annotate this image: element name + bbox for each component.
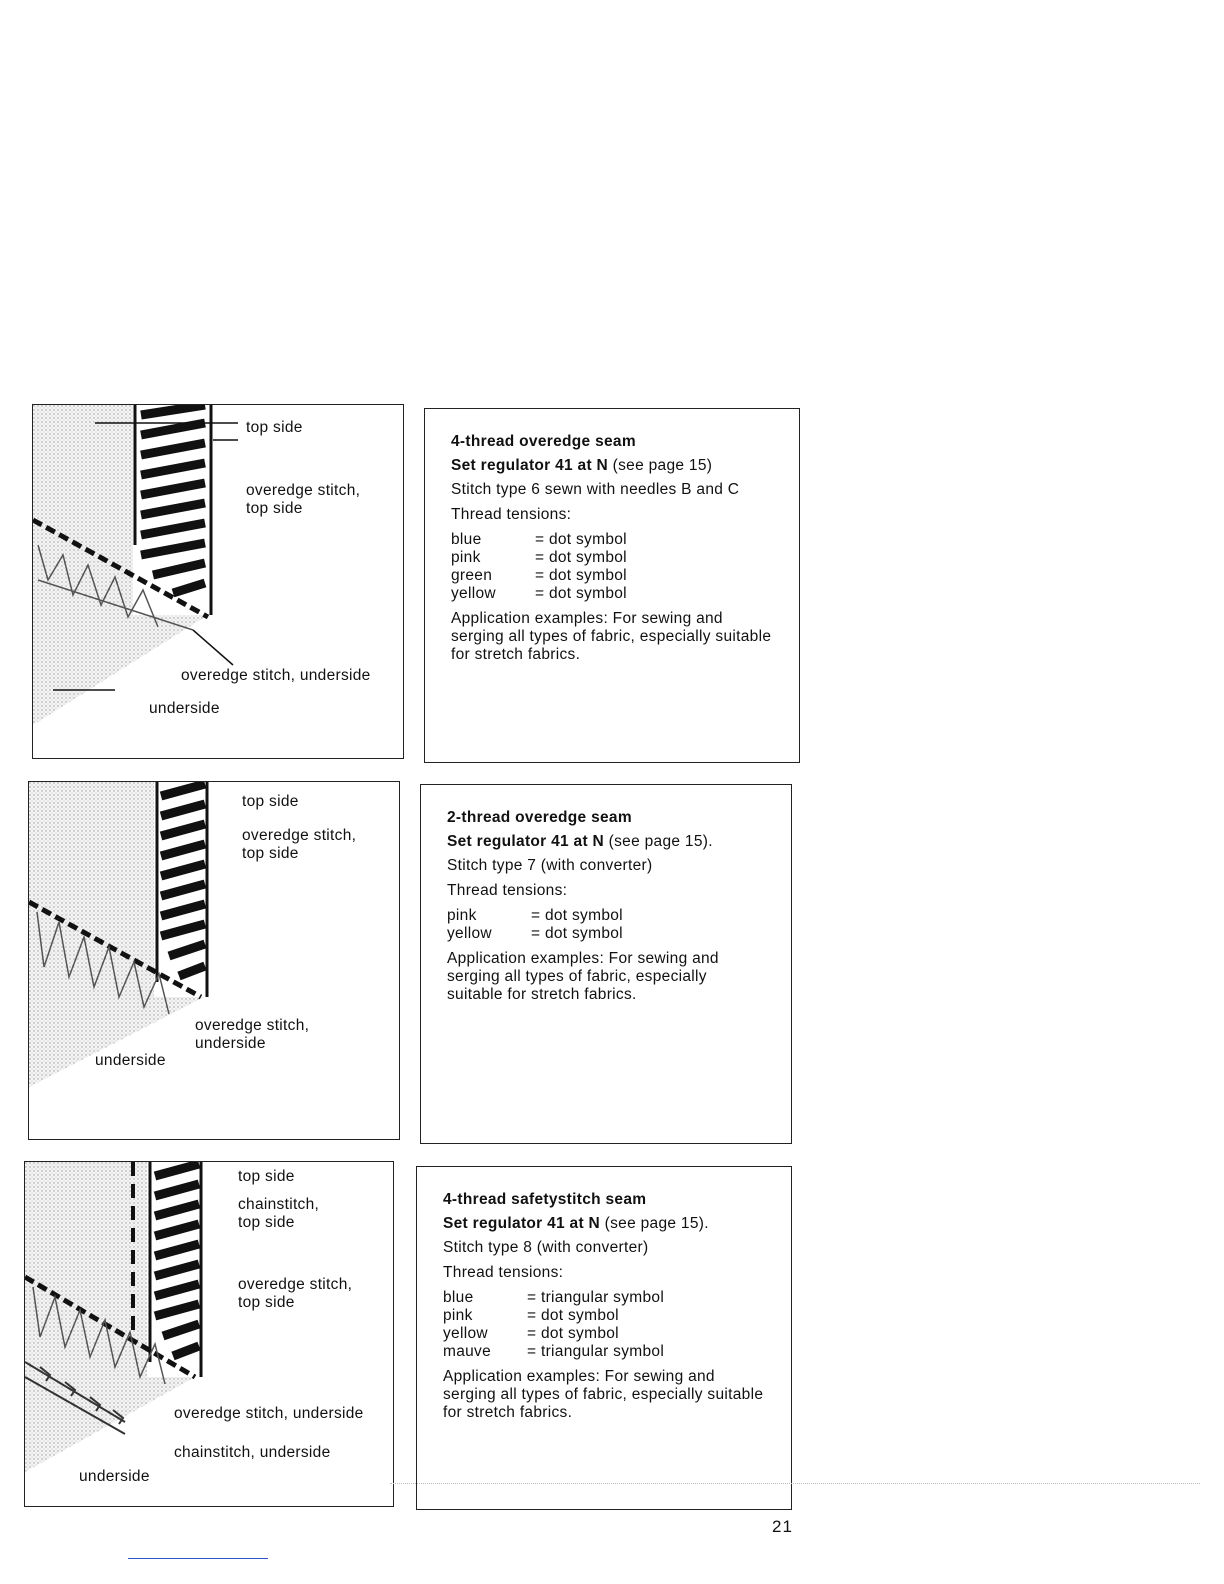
label-underside: underside <box>95 1052 166 1069</box>
label-underside: underside <box>79 1468 150 1485</box>
tension-row: mauve = triangular symbol <box>443 1343 665 1360</box>
label-chainstitch-top: chainstitch, top side <box>238 1196 320 1231</box>
label-overedge-underside: overedge stitch, underside <box>174 1405 364 1422</box>
label-underside: underside <box>149 700 220 717</box>
stitch-type: Stitch type 8 (with converter) <box>443 1239 649 1256</box>
regulator-setting: Set regulator 41 at N (see page 15). <box>443 1215 709 1232</box>
regulator-setting: Set regulator 41 at N (see page 15) <box>451 457 713 474</box>
label-chainstitch-underside: chainstitch, underside <box>174 1444 331 1461</box>
label-overedge-underside: overedge stitch, underside <box>181 667 371 684</box>
tension-list <box>443 1289 765 1361</box>
tension-row: yellow = dot symbol <box>443 1325 619 1342</box>
label-overedge-top: overedge stitch, top side <box>242 827 357 862</box>
divider <box>128 1558 268 1559</box>
tension-row: pink = dot symbol <box>443 1307 619 1324</box>
description-2-thread-overedge <box>420 784 792 1144</box>
tension-row: blue = dot symbol <box>451 531 627 548</box>
label-top-side: top side <box>242 793 299 810</box>
tension-row: green = dot symbol <box>451 567 627 584</box>
stitch-type: Stitch type 7 (with converter) <box>447 857 653 874</box>
page-number: 21 <box>772 1517 793 1536</box>
stitch-type: Stitch type 6 sewn with needles B and C <box>451 481 740 498</box>
application-examples: Application examples: For sewing and serging all types of fabric, especially suitable for stretch fabrics. <box>443 1368 764 1421</box>
section-heading: 4-thread safetystitch seam <box>443 1191 647 1208</box>
label-top-side: top side <box>246 419 303 436</box>
regulator-setting: Set regulator 41 at N (see page 15). <box>447 833 713 850</box>
section-heading: 2-thread overedge seam <box>447 809 632 826</box>
tension-row: pink = dot symbol <box>451 549 627 566</box>
tension-list <box>451 531 773 603</box>
tension-row: yellow = dot symbol <box>451 585 627 602</box>
divider <box>390 1483 1200 1484</box>
tension-row: blue = triangular symbol <box>443 1289 665 1306</box>
description-4-thread-safetystitch <box>416 1166 792 1510</box>
illustration-4-thread-safetystitch <box>24 1161 394 1507</box>
illustration-4-thread-overedge <box>32 404 404 759</box>
description-4-thread-overedge <box>424 408 800 763</box>
label-top-side: top side <box>238 1168 295 1185</box>
section-heading: 4-thread overedge seam <box>451 433 636 450</box>
label-overedge-underside: overedge stitch, underside <box>195 1017 310 1052</box>
tension-row: pink = dot symbol <box>447 907 623 924</box>
illustration-2-thread-overedge <box>28 781 400 1140</box>
tension-list <box>447 907 765 943</box>
label-overedge-top: overedge stitch, top side <box>238 1276 353 1311</box>
tension-row: yellow = dot symbol <box>447 925 623 942</box>
tensions-title: Thread tensions: <box>447 882 568 899</box>
label-overedge-top: overedge stitch, top side <box>246 482 361 517</box>
application-examples: Application examples: For sewing and serging all types of fabric, especially suitable for stretch fabrics. <box>451 610 772 663</box>
tensions-title: Thread tensions: <box>443 1264 564 1281</box>
application-examples: Application examples: For sewing and serging all types of fabric, especially suitable for stretch fabrics. <box>447 950 719 1003</box>
tensions-title: Thread tensions: <box>451 506 572 523</box>
